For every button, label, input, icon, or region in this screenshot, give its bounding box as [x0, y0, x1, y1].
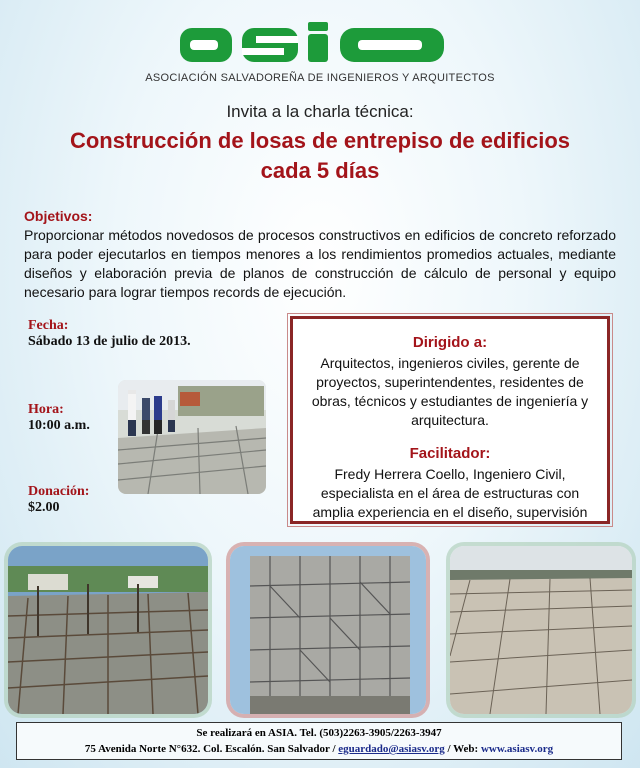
- invite-line: Invita a la charla técnica:: [226, 102, 414, 121]
- scaffolding-photo: [230, 546, 426, 714]
- rebar-grid-photo: [8, 546, 208, 714]
- footer-web-link[interactable]: www.asiasv.org: [480, 743, 554, 755]
- objetivos-label: Objetivos:: [24, 208, 93, 224]
- footer-contact: [16, 722, 622, 760]
- fecha-label: Fecha:: [28, 318, 69, 333]
- footer-line-2: [17, 741, 621, 757]
- objetivos-text: Proporcionar métodos novedosos de procesos constructivos en edificios de concreto reforzado para poder ejecutarlos en tiempos menores a los rendimientos promedios actuales, mediante diseños y elaboración previa de planos de construcción de cálculo de personal y equipo necesario para lograr tiempos records de ejecución.: [24, 227, 616, 300]
- hora-label: Hora:: [28, 402, 64, 417]
- org-name: ASOCIACIÓN SALVADOREÑA DE INGENIEROS Y ARQUITECTOS: [145, 72, 495, 84]
- dirigido-text: Arquitectos, ingenieros civiles, gerente de proyectos, superintendentes, residentes de obras, técnicos y estudiantes de ingeniería y arquitectura.: [311, 355, 589, 428]
- footer-line-1: Se realizará en ASIA. Tel. (503)2263-3905/2263-3947: [196, 727, 442, 739]
- talk-title: [0, 126, 640, 186]
- facilitador-text: Fredy Herrera Coello, Ingeniero Civil, especialista en el área de estructuras con amplia experiencia en el diseño, supervisión: [312, 466, 588, 520]
- footer-web-prefix: / Web:: [444, 743, 481, 755]
- hora-value: 10:00 a.m.: [28, 418, 90, 433]
- donacion-label: Donación:: [28, 484, 90, 499]
- title-line-1: Construcción de losas de entrepiso de edificios: [69, 128, 570, 153]
- dirigido-label: Dirigido a:: [412, 334, 488, 351]
- site-workers-photo: [118, 380, 266, 494]
- info-box: [290, 316, 610, 524]
- fecha-value: Sábado 13 de julio de 2013.: [28, 334, 191, 349]
- asia-logo: [178, 22, 448, 66]
- footer-address: 75 Avenida Norte N°632. Col. Escalón. San Salvador /: [84, 743, 339, 755]
- donacion-value: $2.00: [28, 500, 60, 515]
- slab-formwork-photo: [450, 546, 632, 714]
- footer-email-link[interactable]: eguardado@asiasv.org: [338, 743, 445, 755]
- title-line-2: cada 5 días: [260, 158, 380, 183]
- facilitador-label: Facilitador:: [409, 445, 491, 462]
